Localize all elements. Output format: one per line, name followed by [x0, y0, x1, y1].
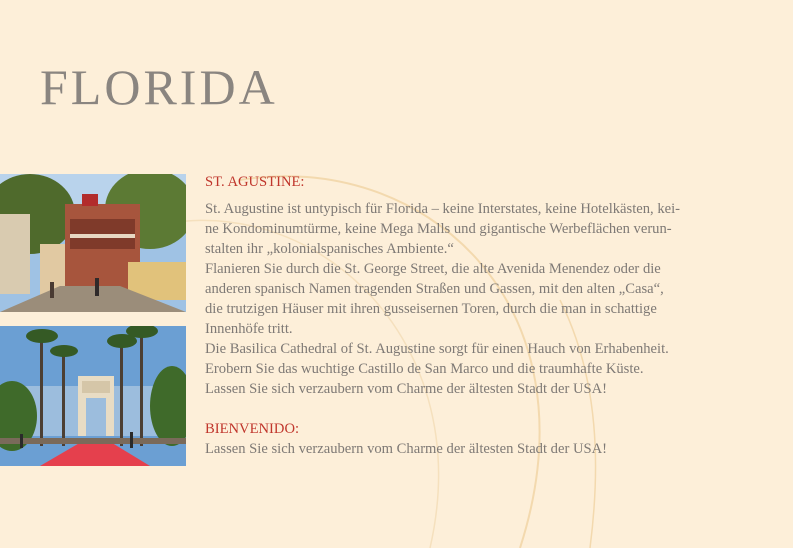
text-line: die trutzigen Häuser mit ihren gusseisernen Toren, durch die man in schattige	[205, 301, 657, 317]
photo-palm-avenue-gate	[0, 326, 186, 466]
content-column	[205, 172, 715, 459]
section-heading-bienvenido: BIENVENIDO:	[205, 421, 300, 437]
text-line: St. Augustine ist untypisch für Florida – keine Interstates, keine Hotelkästen, kei-	[205, 201, 681, 217]
text-line: Innenhöfe tritt.	[205, 321, 293, 337]
text-line: Erobern Sie das wuchtige Castillo de San Marco und die traumhafte Küste.	[205, 361, 644, 377]
text-line: Flanieren Sie durch die St. George Street, die alte Avenida Menendez oder die	[205, 261, 661, 277]
page-title: FLORIDA	[40, 59, 278, 115]
text-line: anderen spanisch Namen tragenden Straßen und Gassen, mit den alten „Casa“,	[205, 281, 664, 297]
photo-st-george-street	[0, 174, 186, 312]
text-line: Lassen Sie sich verzaubern vom Charme der ältesten Stadt der USA!	[205, 381, 608, 397]
text-line: Die Basilica Cathedral of St. Augustine sorgt für einen Hauch von Erhabenheit.	[205, 341, 669, 357]
text-line: Lassen Sie sich verzaubern vom Charme der ältesten Stadt der USA!	[205, 441, 608, 457]
text-line: stalten ihr „kolonialspanisches Ambiente.“	[205, 241, 454, 257]
text-line: ne Kondominumtürme, keine Mega Malls und gigantische Werbeflächen verun-	[205, 221, 672, 237]
section-heading-st-augustine: ST. AGUSTINE:	[205, 174, 305, 190]
